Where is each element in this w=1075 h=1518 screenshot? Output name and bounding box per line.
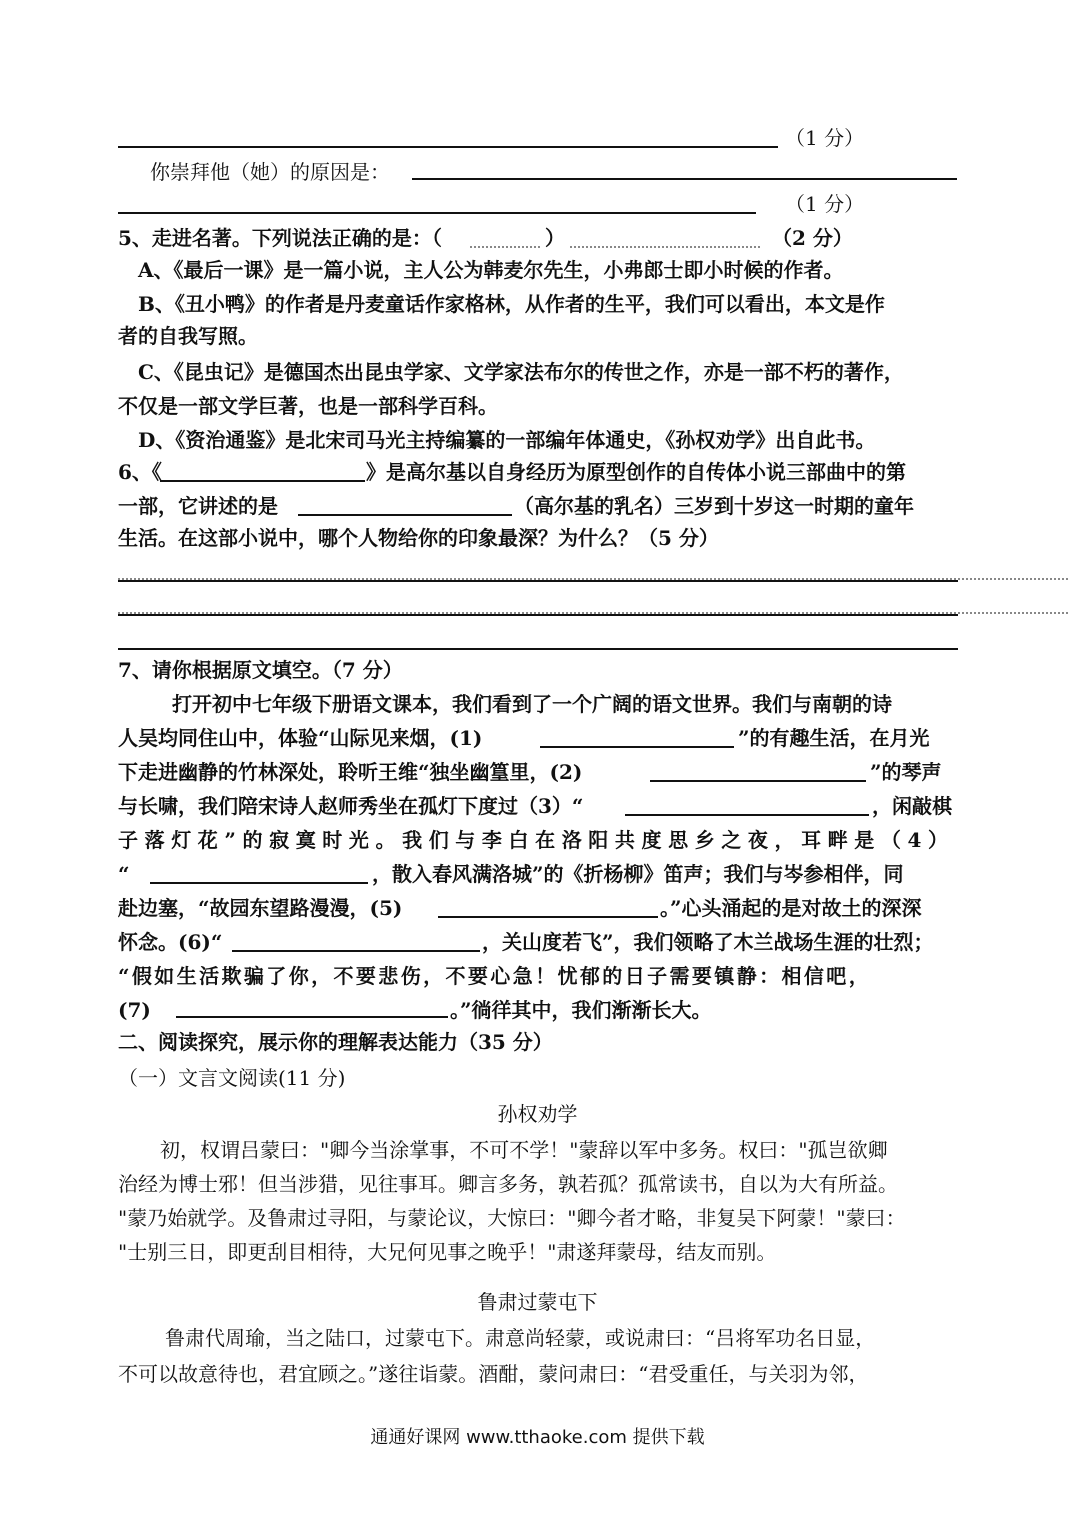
q7-line10: (7)	[118, 998, 151, 1022]
q6-line3: 生活。在这部小说中，哪个人物给你的印象最深？为什么？（5 分）	[118, 526, 719, 550]
q5-option-d: D、《资治通鉴》是北宋司马光主持编纂的一部编年体通史，《孙权劝学》出自此书。	[138, 428, 876, 452]
dotted-leader	[570, 246, 760, 248]
q7-line8-cont: ，关山度若飞”，我们领略了木兰战场生涯的壮烈；	[482, 930, 934, 954]
q5-stem: 5、走进名著。下列说法正确的是：（	[118, 226, 442, 250]
dotted-leader	[118, 578, 1068, 580]
q7-line7: 赴边塞，“故园东望路漫漫，(5)	[118, 896, 403, 920]
q7-line10-cont: 。”徜徉其中，我们渐渐长大。	[450, 998, 712, 1022]
q6-book-blank[interactable]	[160, 480, 365, 482]
passage2-line: 鲁肃代周瑜，当之陆口，过蒙屯下。肃意尚轻蒙，或说肃曰：“吕将军功名日显，	[165, 1326, 876, 1350]
q5-option-a: A、《最后一课》是一篇小说，主人公为韩麦尔先生，小弗郎士即小时候的作者。	[138, 258, 844, 282]
q7-line7-cont: 。”心头涌起的是对故土的深深	[660, 896, 922, 920]
q5-answer-blank[interactable]	[470, 246, 540, 248]
q5-score: （2 分）	[772, 226, 853, 250]
q7-title: 7、请你根据原文填空。（7 分）	[118, 658, 403, 682]
q6-answer-line[interactable]	[118, 614, 958, 616]
q7-blank-3[interactable]	[625, 814, 869, 816]
passage1-line: "蒙乃始就学。及鲁肃过寻阳，与蒙论议，大惊曰："卿今者才略，非复吴下阿蒙！"蒙曰：	[118, 1206, 906, 1230]
q7-blank-7[interactable]	[176, 1016, 448, 1018]
section2-subtitle: （一）文言文阅读(11 分)	[118, 1066, 346, 1090]
q7-line1: 打开初中七年级下册语文课本，我们看到了一个广阔的语文世界。我们与南朝的诗	[172, 692, 892, 716]
page-footer: 通通好课网 www.tthaoke.com 提供下载	[370, 1427, 705, 1448]
q6-line2: 一部，它讲述的是	[118, 494, 278, 518]
q5-option-b: B、《丑小鸭》的作者是丹麦童话作家格林，从作者的生平，我们可以看出，本文是作	[138, 292, 885, 316]
q6-stem-cont: 》是高尔基以自身经历为原型创作的自传体小说三部曲中的第	[366, 460, 906, 484]
q7-line2: 人吴均同住山中，体验“山际见来烟，(1)	[118, 726, 483, 750]
score-label: （1 分）	[785, 126, 865, 150]
answer-line[interactable]	[412, 178, 957, 180]
q5-option-c: C、《昆虫记》是德国杰出昆虫学家、文学家法布尔的传世之作，亦是一部不朽的著作，	[138, 360, 904, 384]
q7-line5: 子落灯花”的寂寞时光。我们与李白在洛阳共度思乡之夜，耳畔是（4）	[118, 828, 955, 852]
q7-line3: 下走进幽静的竹林深处，聆听王维“独坐幽篁里，(2)	[118, 760, 583, 784]
q7-blank-5[interactable]	[438, 916, 658, 918]
q6-name-blank[interactable]	[298, 514, 512, 516]
passage2-line: 不可以故意待也，君宜顾之。”遂往诣蒙。酒酣，蒙问肃曰：“君受重任，与关羽为邻，	[118, 1362, 869, 1386]
reason-label: 你崇拜他（她）的原因是：	[150, 160, 390, 184]
passage1-line: 初，权谓吕蒙曰："卿今当涂掌事，不可不学！"蒙辞以军中多务。权曰："孤岂欲卿	[160, 1138, 888, 1162]
q6-answer-line[interactable]	[118, 580, 958, 582]
passage1-title: 孙权劝学	[497, 1102, 578, 1126]
q5-option-b-cont: 者的自我写照。	[118, 324, 258, 348]
dotted-leader	[118, 612, 1068, 614]
section2-title: 二、阅读探究，展示你的理解表达能力（35 分）	[118, 1030, 553, 1054]
q7-line4-cont: ，闲敲棋	[872, 794, 952, 818]
passage1-line: "士别三日，即更刮目相待，大兄何见事之晚乎！"肃遂拜蒙母，结友而别。	[118, 1240, 777, 1264]
answer-line[interactable]	[118, 146, 778, 148]
q7-blank-2[interactable]	[650, 780, 866, 782]
q7-line3-cont: ”的琴声	[870, 760, 942, 784]
q7-line6-cont: ，散入春风满洛城”的《折杨柳》笛声；我们与岑参相伴，同	[372, 862, 904, 886]
q5-option-c-cont: 不仅是一部文学巨著，也是一部科学百科。	[118, 394, 498, 418]
q7-line8: 怀念。(6)“	[118, 930, 223, 954]
passage1-line: 治经为博士邪！但当涉猎，见往事耳。卿言多务，孰若孤？孤常读书，自以为大有所益。	[118, 1172, 898, 1196]
q5-close: ）	[545, 226, 565, 250]
passage2-title: 鲁肃过蒙屯下	[477, 1290, 598, 1314]
score-label: （1 分）	[785, 192, 865, 216]
q6-line2-cont: （高尔基的乳名）三岁到十岁这一时期的童年	[514, 494, 914, 518]
q7-blank-1[interactable]	[540, 746, 734, 748]
q6-stem: 6、《	[118, 460, 162, 484]
q7-blank-4[interactable]	[150, 882, 368, 884]
q7-line4: 与长啸，我们陪宋诗人赵师秀坐在孤灯下度过（3）“	[118, 794, 584, 818]
q7-line9: “假如生活欺骗了你，不要悲伤，不要心急！忧郁的日子需要镇静：相信吧，	[118, 964, 872, 988]
q7-line6: “	[118, 862, 130, 886]
answer-line[interactable]	[118, 212, 756, 214]
q6-answer-line[interactable]	[118, 648, 958, 650]
q7-line2-cont: ”的有趣生活，在月光	[738, 726, 930, 750]
q7-blank-6[interactable]	[232, 950, 480, 952]
